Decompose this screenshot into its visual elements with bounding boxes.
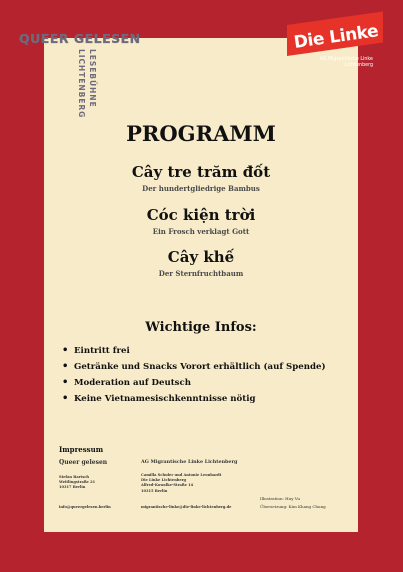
story-title-vietnamese: Cóc kiện trời: [146, 206, 256, 224]
story-item: [44, 248, 358, 278]
impressum-heading: Impressum: [59, 445, 104, 454]
impressum-contact-name: Stefan Bartsch: [59, 475, 90, 479]
impressum-city: 10315 Berlin: [141, 488, 168, 493]
story-title-german: Der Sternfruchtbaum: [158, 269, 244, 278]
info-item: • Keine Vietnamesischkenntnisse nötig: [62, 393, 326, 409]
impressum-address-ag-migrantische-linke: [141, 473, 221, 494]
impressum-street: Weitlingstraße 21: [59, 480, 96, 485]
story-item: [44, 206, 358, 236]
info-item: • Moderation auf Deutsch: [62, 377, 326, 393]
impressum-email-ag-migrantische-linke: migrantische-linke@die-linke-lichtenberg.de: [141, 505, 232, 509]
impressum-org-queer-gelesen: Queer gelesen: [59, 459, 108, 466]
story-title-vietnamese: Cây tre trăm đốt: [131, 163, 271, 181]
illustration-credit: Illustration: Huy Vu: [260, 496, 300, 501]
translation-credit: Übersetzung: Kim Khang Chung: [260, 504, 326, 509]
impressum-address-queer-gelesen: [59, 475, 95, 491]
die-linke-sub-line2: Lichtenberg: [344, 63, 373, 68]
die-linke-sub-line1: AG Migrantische Linke: [319, 57, 373, 62]
lichtenberg-text: LICHTENBERG: [77, 49, 86, 119]
info-item: • Eintritt frei: [62, 345, 326, 361]
info-heading: Wichtige Infos:: [145, 320, 257, 335]
info-list: [62, 345, 326, 409]
impressum-contact-names: Camilla Schuler und Antonie Leonhardt: [141, 473, 222, 477]
impressum-city: 10317 Berlin: [59, 485, 86, 490]
die-linke-subtitle: [320, 57, 373, 69]
story-title-german: Ein Frosch verklagt Gott: [152, 227, 250, 236]
info-item: • Getränke und Snacks Vorort erhältlich (auf Spende): [62, 361, 326, 377]
lesebuehne-vertical-label: [74, 49, 102, 119]
queer-gelesen-logo: QUEER GELESEN: [19, 31, 141, 46]
impressum-party: Die Linke Lichtenberg: [141, 478, 187, 483]
story-title-german: Der hundertgliedrige Bambus: [142, 184, 260, 193]
impressum-street: Alfred-Kowalke-Straße 14: [141, 483, 194, 488]
impressum-org-ag-migrantische-linke: AG Migrantische Linke Lichtenberg: [141, 459, 238, 465]
die-linke-name: Die Linke: [292, 21, 380, 53]
lesebuehne-text: LESEBÜHNE: [88, 49, 97, 108]
story-item: [44, 163, 358, 193]
impressum-email-queer-gelesen: info@queergelesen.berlin: [59, 505, 111, 509]
story-title-vietnamese: Cây khế: [167, 248, 235, 266]
die-linke-logo: [287, 21, 387, 75]
program-title: PROGRAMM: [126, 121, 276, 146]
